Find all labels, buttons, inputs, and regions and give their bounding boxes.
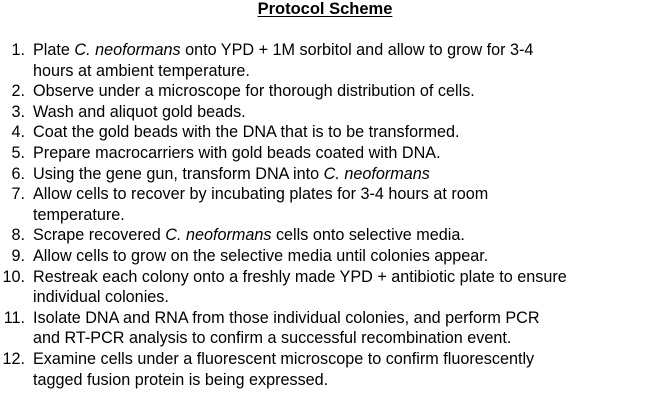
step-text-line: [33, 40, 646, 61]
step-text: Observe under a microscope for thorough distribution of cells.: [33, 82, 475, 101]
step-number: 5.: [11, 143, 25, 162]
protocol-step: [0, 122, 650, 143]
step-text: Using the gene gun, transform DNA into: [33, 164, 324, 183]
step-text: Examine cells under a fluorescent microscope to confirm fluorescently: [33, 349, 535, 368]
protocol-step: [0, 40, 650, 81]
step-text-line: [33, 287, 646, 308]
step-text: Allow cells to recover by incubating plates for 3-4 hours at room: [33, 185, 489, 204]
step-text-line: [33, 267, 646, 288]
step-number: 10.: [2, 267, 25, 286]
step-text-line: [33, 225, 646, 246]
step-text: cells onto selective media.: [271, 226, 465, 245]
step-number: 8.: [11, 226, 25, 245]
step-text: Prepare macrocarriers with gold beads coated with DNA.: [33, 143, 441, 162]
step-number: 9.: [11, 246, 25, 265]
step-number: 4.: [11, 123, 25, 142]
step-text-line: [33, 370, 646, 391]
step-text: Wash and aliquot gold beads.: [33, 102, 246, 121]
step-text: hours at ambient temperature.: [33, 61, 250, 80]
step-text: and RT-PCR analysis to confirm a successful recombination event.: [33, 329, 512, 348]
step-text: tagged fusion protein is being expressed.: [33, 370, 329, 389]
step-text: Scrape recovered: [33, 226, 166, 245]
step-text-line: [33, 164, 646, 185]
protocol-step: [0, 81, 650, 102]
protocol-step: [0, 246, 650, 267]
step-text: Coat the gold beads with the DNA that is to be transformed.: [33, 123, 460, 142]
step-text: onto YPD + 1M sorbitol and allow to grow for 3-4: [180, 41, 534, 59]
step-text-italic: C. neoformans: [323, 164, 430, 183]
step-text: Allow cells to grow on the selective media until colonies appear.: [33, 246, 489, 265]
step-text-line: [33, 122, 646, 143]
protocol-step: [0, 164, 650, 185]
step-text: Plate: [33, 41, 75, 59]
step-number: 1.: [11, 41, 25, 59]
step-text-line: [33, 184, 646, 205]
protocol-step: [0, 143, 650, 164]
step-text: Isolate DNA and RNA from those individual colonies, and perform PCR: [33, 308, 540, 327]
protocol-step: [0, 102, 650, 123]
step-text: temperature.: [33, 205, 125, 224]
step-number: 11.: [3, 308, 25, 327]
step-number: 6.: [11, 164, 25, 183]
step-text: Restreak each colony onto a freshly made YPD + antibiotic plate to ensure: [33, 267, 567, 286]
step-number: 7.: [11, 185, 25, 204]
page-title-text: Protocol Scheme: [257, 0, 393, 18]
step-text-line: [33, 143, 646, 164]
step-text-line: [33, 61, 646, 82]
step-text-line: [33, 246, 646, 267]
step-text-line: [33, 349, 646, 370]
page-title: [0, 0, 650, 19]
protocol-step: [0, 267, 650, 308]
step-text: individual colonies.: [33, 288, 169, 307]
protocol-step-list: [0, 40, 650, 390]
protocol-step: [0, 308, 650, 349]
step-text-line: [33, 328, 646, 349]
step-text-line: [33, 308, 646, 329]
step-text-line: [33, 81, 646, 102]
step-text-italic: C. neoformans: [165, 226, 272, 245]
step-text-italic: C. neoformans: [74, 41, 181, 59]
protocol-step: [0, 184, 650, 225]
protocol-step: [0, 349, 650, 390]
step-number: 3.: [11, 102, 25, 121]
step-text-line: [33, 102, 646, 123]
step-text-line: [33, 205, 646, 226]
step-number: 2.: [11, 82, 25, 101]
step-number: 12.: [2, 349, 25, 368]
protocol-step: [0, 225, 650, 246]
